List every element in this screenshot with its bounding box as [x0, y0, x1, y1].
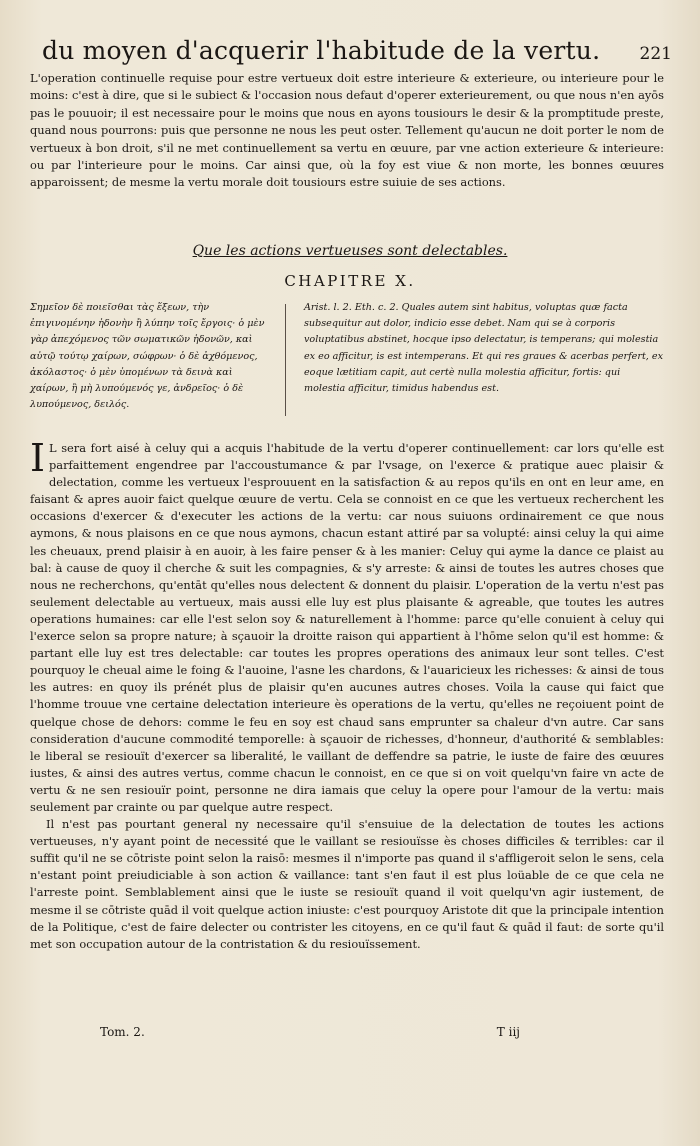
- body-paragraph-2: Il n'est pas pourtant general ny necessaire qu'il s'ensuiue de la delectation de toutes les actions vertueuses, n'y ayant point de necessité que le vaillant se resiouïsse ès choses difficiles & terribles: car il suffit qu'il ne se cōtriste point selon la raisō: mesmes il n'importe pas quand il s'affligeroit selon le sens, cela n'estant point preiudiciable à son action & vaillance: tant s'en faut il est plus loüable de ce que cela ne l'arreste point. Semblablement ainsi que le iuste se resiouït quand il voit quelqu'vn agir iustement, de mesme il se cōtriste quād il voit quelque action iniuste: c'est pourquoy Aristote dit que la principale intention de la Politique, c'est de faire delecter ou contrister les citoyens, en ce qu'il faut & quād il faut: de sorte qu'il met son occupation autour de la contristation & du resiouïssement.: [30, 817, 664, 951]
- section-title: [0, 243, 700, 259]
- gathering-signature: T iij: [496, 1025, 520, 1039]
- dropcap: I: [30, 436, 46, 480]
- page-footer: [100, 1025, 520, 1039]
- volume-signature: Tom. 2.: [100, 1025, 145, 1039]
- greek-quote: Σημεῖον δὲ ποιεῖσθαι τὰς ἕξεων, τὴν ἐπιγινομένην ἡδονὴν ἢ λύπην τοῖς ἔργοις· ὁ μὲν γὰρ ἀπεχόμενος τῶν σωματικῶν ἡδονῶν, καὶ αὐτῷ τούτῳ χαίρων, σώφρων· ὁ δὲ ἀχθόμενος, ἀκόλαστος· ὁ μὲν ὑπομένων τὰ δεινὰ καὶ χαίρων, ἢ μὴ λυπούμενός γε, ἀνδρεῖος· ὁ δὲ λυπούμενος, δειλός.: [30, 302, 265, 411]
- latin-quote: Arist. l. 2. Eth. c. 2. Quales autem sint habitus, voluptas quæ facta subsequitur aut dolor, indicio esse debet. Nam qui se à corporis voluptatibus abstinet, hocque ipso delectatur, is temperans; qui molestia ex eo afficitur, is est intemperans. Et qui res graues & acerbas perfert, ex eoque lætitiam capit, aut certè nulla molestia afficitur, fortis: qui molestia afficitur, timidus habendus est.: [304, 302, 663, 395]
- chapter-heading: CHAPITRE X.: [284, 272, 416, 290]
- body-paragraph-1: [30, 436, 664, 816]
- page-number: 221: [639, 44, 672, 64]
- running-title: du moyen d'acquerir l'habitude de la vertu.: [42, 36, 601, 65]
- intro-paragraph: L'operation continuelle requise pour estre vertueux doit estre interieure & exterieure, ou interieure pour le moins: c'est à dire, que si le subiect & l'occasion nous defaut d'operer exterieurement, ou que nous n'en ayōs pas le pouuoir; il est necessaire pour le moins que nous en ayons tousiours le desir & la promptitude preste, quand nous pourrons: puis que personne ne nous les peut oster. Tellement qu'aucun ne doit porter le nom de vertueux à bon droit, s'il ne met continuellement sa vertu en œuure, par vne action exterieure & interieure: ou par l'interieure pour le moins. Car ainsi que, où la foy est viue & non morte, les bonnes œuures apparoissent; de mesme la vertu morale doit tousiours estre suiuie de ses actions.: [30, 71, 664, 190]
- quotes-block: [30, 300, 664, 436]
- chapter-body: [30, 436, 664, 953]
- intro-paragraph-block: [30, 70, 664, 192]
- section-title-text: Que les actions vertueuses sont delectables.: [192, 243, 508, 259]
- body-paragraph-1-text: L sera fort aisé à celuy qui a acquis l'habitude de la vertu d'operer continuellement: car lors qu'elle est parfaittement engendree par l'accoustumance & par l'vsage, on l'exerce & pratique auec plaisir & delectation, comme les vertueux l'esprouuent en la satisfaction & au repos qu'ils en ont en leur ame, en faisant & apres auoir faict quelque œuure de vertu. Cela se connoist en ce que les vertueux recherchent les occasions d'exercer & d'executer les actions de la vertu: car nous suiuons ordinairement ce que nous aymons, & nous plaisons en ce que nous aymons, chacun estant attiré par sa volupté: ainsi celuy la qui aime les cheuaux, prend plaisir à en auoir, à les faire penser & à les manier: Celuy qui ayme la dance ce plaist au bal: à cause de quoy il cherche & suit les compagnies, & s'y arreste: & ainsi de toutes les autres choses que nous ne recherchons, qu'entāt qu'elles nous delectent & donnent du plaisir. L'operation de la vertu n'est pas seulement delectable au vertueux, mais aussi elle luy est plus plaisante & agreable, que toutes les autres operations humaines: car elle l'est selon soy & naturellement à l'homme: parce qu'elle conuient à celuy qui l'exerce selon sa propre nature; à sçauoir la droitte raison qui appartient à l'hōme selon qu'il est homme: & partant elle luy est tres delectable: car toutes les propres operations des animaux leur sont telles. C'est pourquoy le cheual aime le foing & l'auoine, l'asne les chardons, & l'auaricieux les richesses: & ainsi de tous les autres: en quoy ils prénét plus de plaisir qu'en aucunes autres choses. Voila la cause qui faict que l'homme trouue vne certaine delectation interieure ès operations de la vertu, qu'elles ne reçoiuent point de quelque chose de dehors: comme le feu en soy est chaud sans emprunter sa chaleur d'vn autre. Car sans consideration d'aucune commodité temporelle: à sçauoir de richesses, d'honneur, d'authorité & semblables: le liberal se resiouït d'exercer sa liberalité, le vaillant de deffendre sa patrie, le iuste de faire des œuures iustes, & ainsi des autres vertus, comme chacun le connoist, en ce que si on voit quelqu'vn faire vn acte de vertu & ne sen resiouïr point, personne ne dira iamais que celuy la opere pour l'amour de la vertu: mais seulement par crainte ou par quelque autre respect.: [30, 441, 664, 814]
- running-head: [42, 36, 672, 65]
